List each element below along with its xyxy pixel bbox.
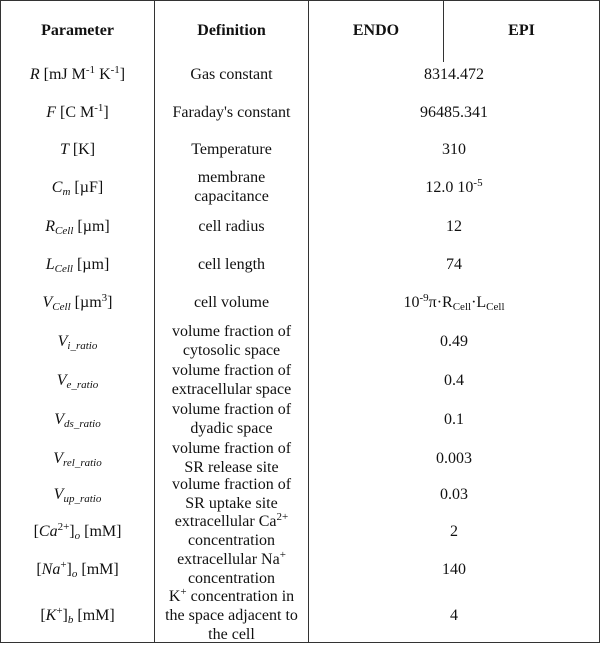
text-segment: 0.1 (444, 410, 464, 428)
parameter-cell (1, 283, 154, 321)
text-segment: 0.03 (440, 485, 468, 503)
definition-text: cell length (197, 255, 266, 273)
text-segment: ] (69, 522, 75, 540)
definition-cell (155, 283, 308, 321)
value-cell (309, 93, 599, 131)
table-row (1, 399, 599, 439)
text-segment: o (74, 529, 81, 542)
value-cell (309, 549, 599, 589)
table-row (1, 585, 599, 645)
text-segment: K (45, 606, 57, 624)
text-segment: ] (119, 65, 126, 83)
text-segment: [ (40, 606, 46, 624)
value-cell (309, 474, 599, 514)
text-segment: [mM] (77, 560, 119, 578)
text-segment: -9 (419, 291, 429, 304)
definition-cell (155, 511, 308, 551)
definition-cell (155, 585, 308, 645)
text-segment: V (42, 293, 53, 311)
text-segment: e_ratio (66, 378, 99, 391)
value-cell (309, 399, 599, 439)
definition-text: volume fraction of extracellular space (171, 362, 292, 398)
text-segment: 74 (446, 255, 462, 273)
text-segment: R (45, 217, 56, 235)
table-row (1, 474, 599, 514)
text-segment: π·R (428, 293, 453, 311)
text-segment: ] (62, 606, 68, 624)
text-segment: concentration (187, 570, 276, 587)
definition-cell (155, 360, 308, 400)
text-segment: L (45, 255, 55, 273)
text-segment: o (71, 567, 78, 580)
parameter-cell (1, 55, 154, 93)
text-segment: [C M (56, 103, 95, 121)
text-segment: + (56, 604, 63, 617)
definition-text: Gas constant (190, 65, 273, 83)
text-segment: 2 (450, 522, 458, 540)
text-segment: -1 (94, 101, 104, 114)
definition-text: volume fraction of cytosolic space (171, 323, 292, 359)
parameter-cell (1, 585, 154, 645)
parameter-cell (1, 321, 154, 361)
text-segment: Cell (54, 262, 73, 275)
definition-cell (155, 549, 308, 589)
header-row (1, 1, 599, 59)
table-row (1, 438, 599, 478)
table-row (1, 511, 599, 551)
table-row (1, 283, 599, 321)
text-segment: 0.003 (436, 449, 472, 467)
definition-cell (155, 438, 308, 478)
text-segment: 8314.472 (424, 65, 484, 83)
text-segment: T (59, 140, 69, 158)
text-segment: [mJ M (39, 65, 86, 83)
text-segment: b (67, 613, 74, 626)
parameter-cell (1, 167, 154, 207)
header-definition: Definition (197, 21, 266, 39)
parameter-cell (1, 438, 154, 478)
text-segment: [K] (68, 140, 96, 158)
text-segment: up_ratio (63, 492, 102, 505)
text-segment: Ca (38, 522, 58, 540)
text-segment: C (51, 178, 63, 196)
text-segment: V (54, 410, 65, 428)
definition-text: volume fraction of dyadic space (171, 401, 292, 437)
definition-cell (155, 93, 308, 131)
text-segment: 4 (450, 606, 458, 624)
table-row (1, 167, 599, 207)
definition-cell (155, 55, 308, 93)
definition-cell (155, 321, 308, 361)
text-segment: [µF] (70, 178, 104, 196)
value-cell (309, 245, 599, 283)
text-segment: ] (107, 293, 113, 311)
text-segment: 2+ (276, 511, 289, 523)
definition-text: Temperature (191, 140, 272, 158)
parameter-cell (1, 549, 154, 589)
value-cell (309, 438, 599, 478)
text-segment: V (57, 332, 68, 350)
text-segment: Na (41, 560, 61, 578)
definition-text: cell radius (198, 217, 265, 235)
table-row (1, 549, 599, 589)
table-row (1, 321, 599, 361)
value-cell (309, 511, 599, 551)
text-segment: ] (103, 103, 109, 121)
value-cell (309, 130, 599, 168)
text-segment: Cell (452, 300, 472, 313)
text-segment: 12 (446, 217, 462, 235)
text-segment: -1 (85, 63, 96, 76)
value-cell (309, 283, 599, 321)
text-segment: V (53, 485, 64, 503)
parameter-cell (1, 474, 154, 514)
text-segment: 140 (442, 560, 466, 578)
table-row (1, 360, 599, 400)
parameter-cell (1, 93, 154, 131)
text-segment: 310 (442, 140, 466, 158)
text-segment: [µm] (73, 217, 110, 235)
text-segment: K (168, 587, 181, 605)
definition-cell (155, 167, 308, 207)
definition-text: volume fraction of SR uptake site (171, 476, 292, 512)
text-segment: K (95, 65, 111, 83)
text-segment: [µm (70, 293, 102, 311)
value-cell (309, 360, 599, 400)
definition-text: volume fraction of SR release site (171, 440, 292, 476)
text-segment: 0.49 (440, 332, 468, 350)
text-segment: 3 (101, 291, 108, 304)
value-cell (309, 321, 599, 361)
definition-cell (155, 207, 308, 245)
text-segment: V (56, 371, 67, 389)
parameter-cell (1, 130, 154, 168)
definition-text: Faraday's constant (172, 103, 291, 121)
text-segment: 10 (403, 293, 420, 311)
header-parameter: Parameter (41, 21, 114, 39)
parameter-cell (1, 360, 154, 400)
text-segment: extracellular Na (177, 551, 280, 568)
text-segment: Cell (55, 224, 74, 237)
table-row (1, 55, 599, 93)
table-row (1, 130, 599, 168)
text-segment: [µm] (72, 255, 110, 273)
text-segment: i_ratio (67, 339, 98, 352)
parameter-cell (1, 207, 154, 245)
text-segment: Cell (486, 300, 505, 313)
text-segment: -5 (473, 176, 483, 189)
definition-text: membrane capacitance (194, 169, 269, 205)
text-segment: [mM] (80, 522, 122, 540)
text-segment: F (46, 103, 57, 121)
definition-cell (155, 474, 308, 514)
header-endo: ENDO (352, 21, 400, 39)
text-segment: + (180, 585, 187, 598)
header-epi: EPI (508, 21, 535, 39)
text-segment: [ (36, 560, 42, 578)
text-segment: -1 (110, 63, 120, 76)
text-segment: concentration (187, 532, 276, 549)
text-segment: 96485.341 (420, 103, 488, 121)
text-segment: concentration in the space adjacent to the cell (165, 587, 298, 643)
value-cell (309, 55, 599, 93)
text-segment: extracellular Ca (174, 513, 277, 530)
text-segment: R (29, 65, 40, 83)
text-segment: Cell (52, 300, 71, 313)
definition-text: cell volume (193, 293, 270, 311)
text-segment: 12.0 10 (425, 178, 474, 196)
value-cell (309, 167, 599, 207)
text-segment: 2+ (57, 520, 70, 533)
definition-cell (155, 399, 308, 439)
parameter-cell (1, 399, 154, 439)
text-segment: V (53, 449, 64, 467)
value-cell (309, 585, 599, 645)
table-row (1, 93, 599, 131)
text-segment: m (62, 185, 71, 198)
definition-cell (155, 245, 308, 283)
text-segment: ·L (471, 293, 487, 311)
table-row (1, 207, 599, 245)
text-segment: [ (33, 522, 39, 540)
text-segment: [mM] (73, 606, 115, 624)
text-segment: + (279, 549, 286, 561)
text-segment: ] (66, 560, 72, 578)
definition-cell (155, 130, 308, 168)
table-row (1, 245, 599, 283)
value-cell (309, 207, 599, 245)
text-segment: ds_ratio (64, 417, 101, 430)
text-segment: + (60, 558, 67, 571)
text-segment: rel_ratio (63, 456, 102, 469)
parameter-cell (1, 511, 154, 551)
text-segment: 0.4 (444, 371, 464, 389)
parameter-cell (1, 245, 154, 283)
